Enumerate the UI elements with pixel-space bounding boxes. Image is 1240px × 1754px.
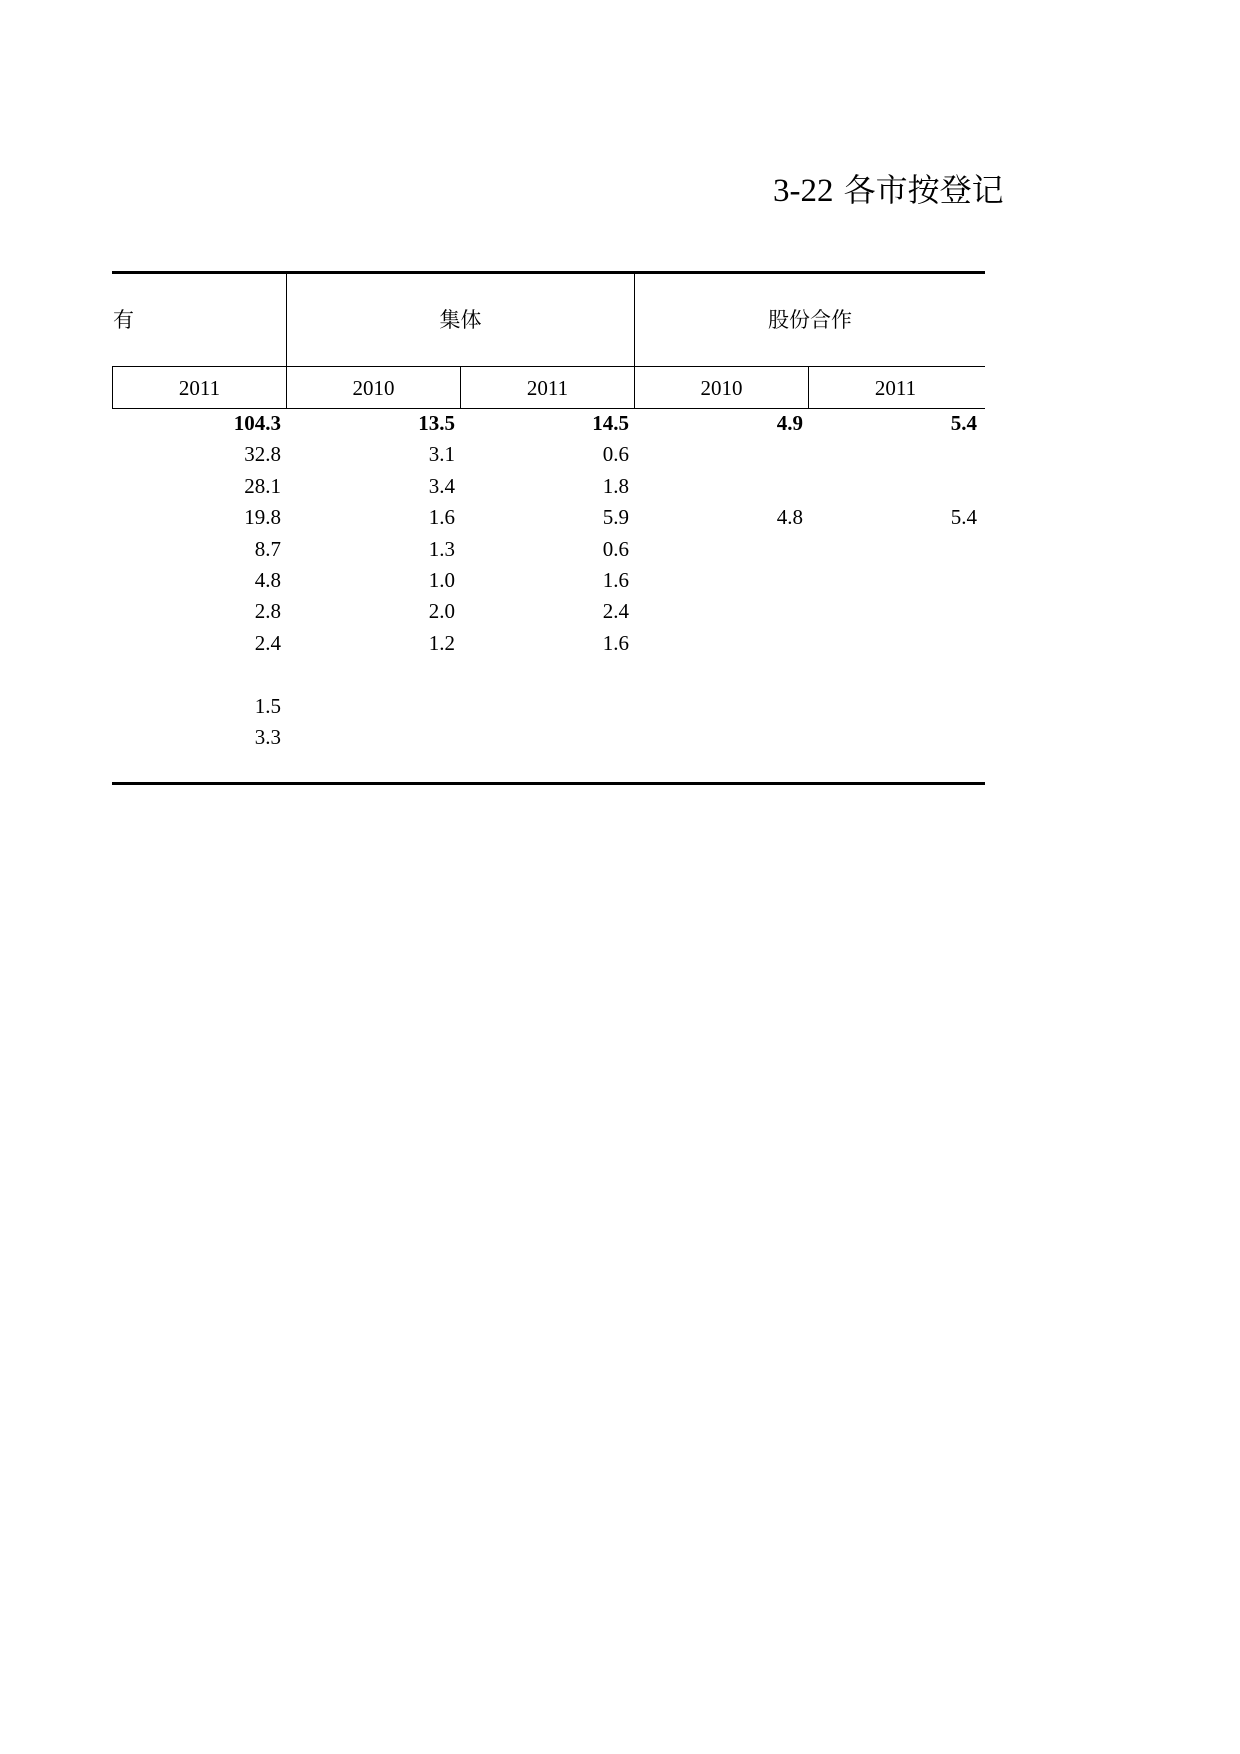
table-cell: 14.5 [592,411,629,435]
header-divider [112,366,985,367]
table-cell [121,659,281,690]
table-cell: 0.6 [602,537,629,561]
table-cell [469,722,629,753]
table-cell: 4.9 [776,411,803,435]
page-title [773,168,1004,212]
year-header: 2010 [700,376,743,400]
table-cell [817,439,977,470]
table-cell [643,534,803,565]
table-cell: 1.0 [428,568,455,592]
table-cell [295,659,455,690]
table-cell: 1.6 [602,631,629,655]
table-cell: 2.4 [254,631,281,655]
table-cell: 3.3 [254,725,281,749]
table-cell: 5.4 [950,411,977,435]
table-cell: 1.2 [428,631,455,655]
table-cell [817,565,977,596]
table-top-rule [112,271,985,274]
table-cell: 2.4 [602,599,629,623]
table-cell: 13.5 [418,411,455,435]
header-group-joint-stock: 股份合作 [768,308,852,332]
table-cell [295,691,455,722]
table-cell [817,691,977,722]
table-cell [643,439,803,470]
table-cell: 3.1 [428,442,455,466]
table-cell: 4.8 [776,505,803,529]
table-cell: 28.1 [244,474,281,498]
table-cell [295,722,455,753]
table-cell: 1.6 [428,505,455,529]
table-cell: 2.8 [254,599,281,623]
table-cell [817,628,977,659]
table-cell [643,659,803,690]
table-cell [817,722,977,753]
table-cell [817,471,977,502]
year-header: 2011 [526,376,569,400]
header-group-collective: 集体 [439,308,482,332]
table-cell: 1.8 [602,474,629,498]
title-number: 3-22 [773,173,834,209]
table-cell: 5.9 [602,505,629,529]
table-cell [643,722,803,753]
table-cell: 8.7 [254,537,281,561]
table-cell: 3.4 [428,474,455,498]
year-header: 2011 [874,376,917,400]
table-cell: 2.0 [428,599,455,623]
table-cell: 5.4 [950,505,977,529]
table-cell [643,596,803,627]
year-header: 2010 [352,376,395,400]
year-header: 2011 [178,376,221,400]
table-cell: 32.8 [244,442,281,466]
table-cell [817,596,977,627]
table-cell: 0.6 [602,442,629,466]
table-cell: 1.5 [254,694,281,718]
table-cell: 104.3 [233,411,281,435]
table-cell [817,534,977,565]
table-cell [643,471,803,502]
table-cell [643,565,803,596]
table-cell [469,691,629,722]
table-cell [643,628,803,659]
table-cell: 1.3 [428,537,455,561]
table-bottom-rule [112,782,985,785]
table-cell [817,659,977,690]
title-text: 各市按登记 [843,171,1004,209]
header-partial-label: 有 [113,308,134,332]
table-cell [643,691,803,722]
table-cell: 1.6 [602,568,629,592]
table-cell: 4.8 [254,568,281,592]
table-cell [469,659,629,690]
table-cell: 19.8 [244,505,281,529]
